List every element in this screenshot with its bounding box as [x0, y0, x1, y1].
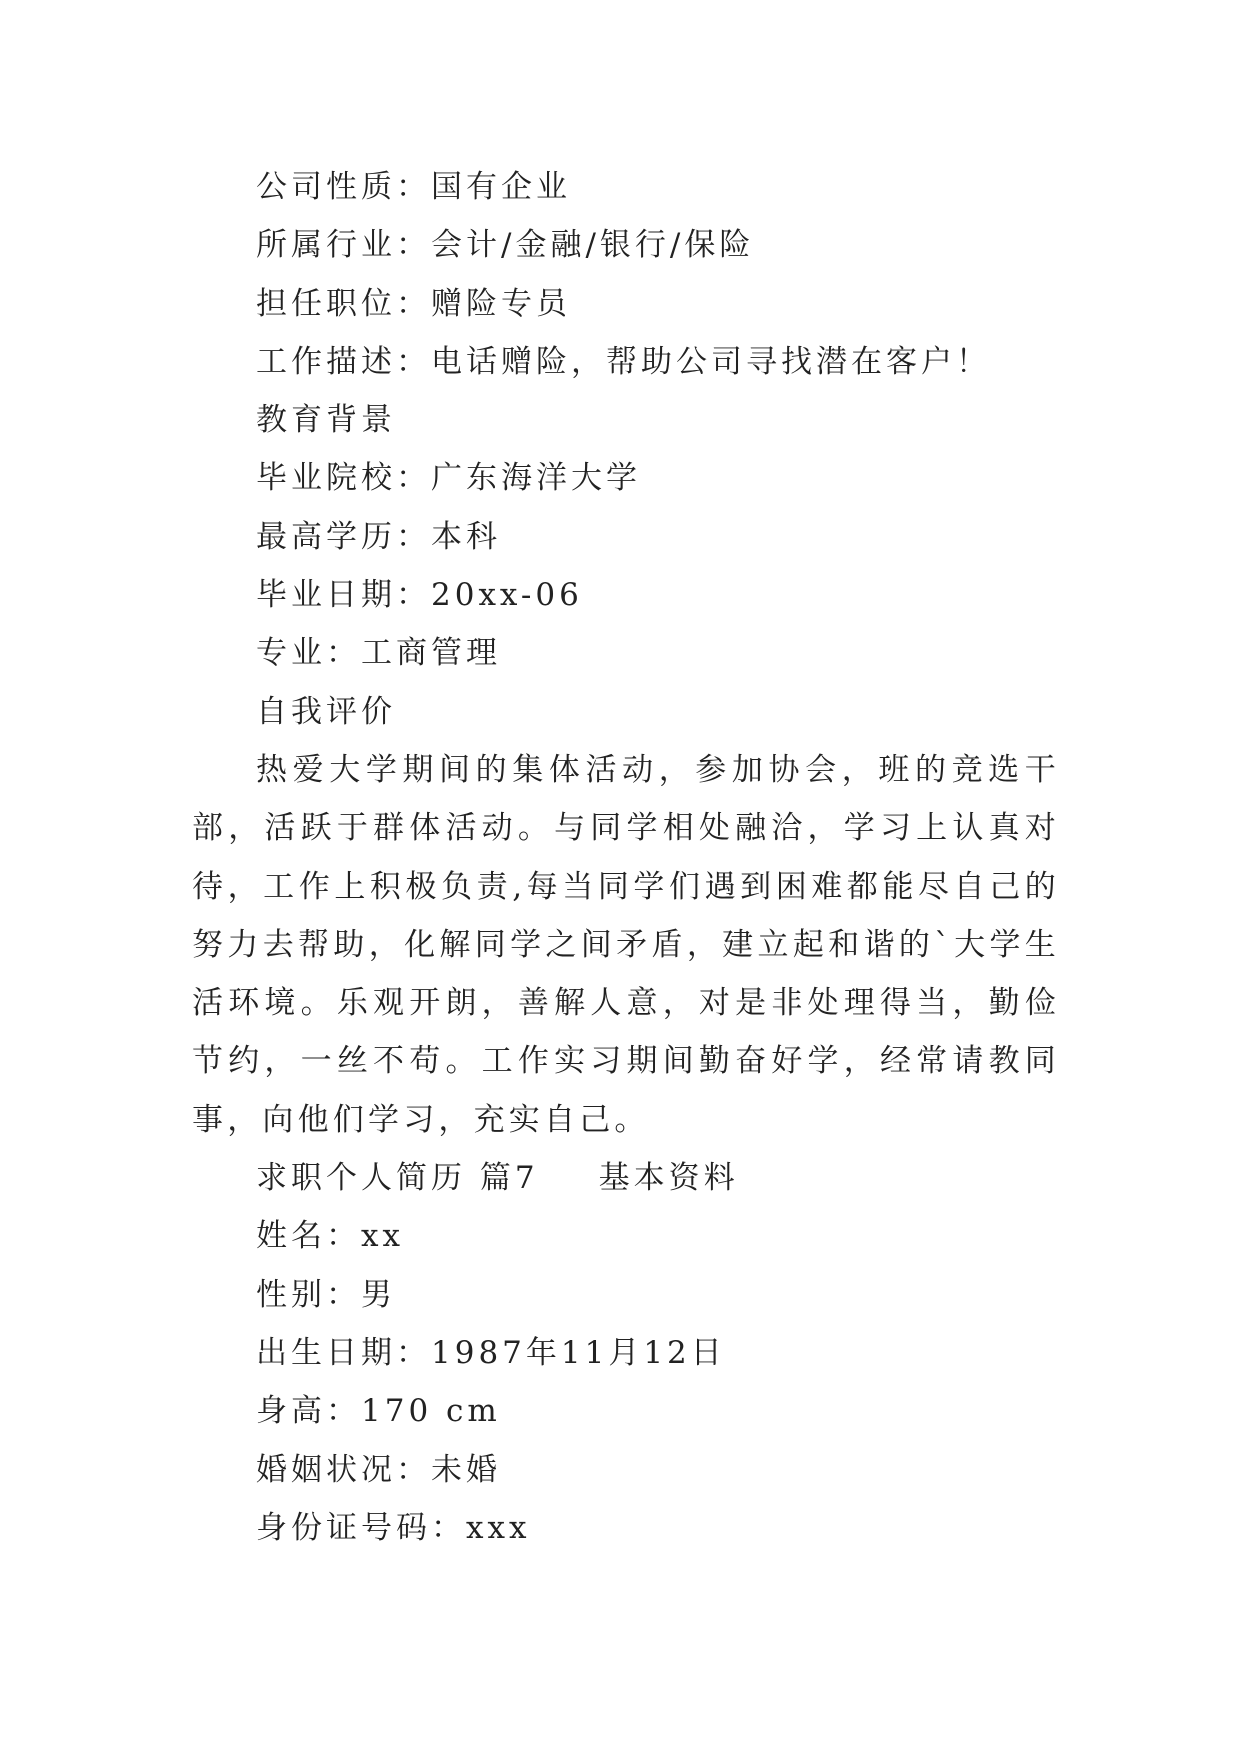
gender-line: 性别：男 — [256, 1276, 396, 1313]
company-nature-line: 公司性质：国有企业 — [256, 169, 571, 205]
position-line: 担任职位：赠险专员 — [256, 285, 571, 322]
self-evaluation-paragraph: 热爱大学期间的集体活动，参加协会，班的竞选干部，活跃于群体活动。与同学相处融洽，学习上认真对待，工作上积极负责,每当同学们遇到困难都能尽自己的努力去帮助，化解同学之间矛盾，建立起和谐的`大学生活环境。乐观开朗，善解人意，对是非处理得当，勤俭节约，一丝不苟。工作实习期间勤奋好学，经常请教同事，向他们学习，充实自己。 — [192, 751, 1060, 1138]
section-title — [192, 1149, 1072, 1207]
degree-line: 最高学历：本科 — [256, 518, 501, 555]
self-evaluation-heading: 自我评价 — [256, 693, 396, 730]
job-description-line: 工作描述：电话赠险，帮助公司寻找潜在客户！ — [256, 343, 991, 380]
document-content — [192, 158, 1072, 1557]
industry-line: 所属行业：会计/金融/银行/保险 — [256, 227, 755, 264]
school-line: 毕业院校：广东海洋大学 — [256, 460, 641, 497]
marital-status-line: 婚姻状况：未婚 — [256, 1451, 501, 1488]
height-line: 身高：170 cm — [256, 1393, 501, 1430]
section-title-left: 求职个人简历 篇7 — [256, 1160, 539, 1197]
birth-date-line: 出生日期：1987年11月12日 — [256, 1334, 726, 1371]
major-line: 专业：工商管理 — [256, 635, 501, 672]
graduation-date-line: 毕业日期：20xx-06 — [256, 577, 583, 614]
section-title-right: 基本资料 — [598, 1160, 739, 1197]
id-number-line: 身份证号码：xxx — [256, 1509, 531, 1546]
name-line: 姓名：xx — [256, 1218, 404, 1255]
education-heading: 教育背景 — [256, 402, 396, 439]
